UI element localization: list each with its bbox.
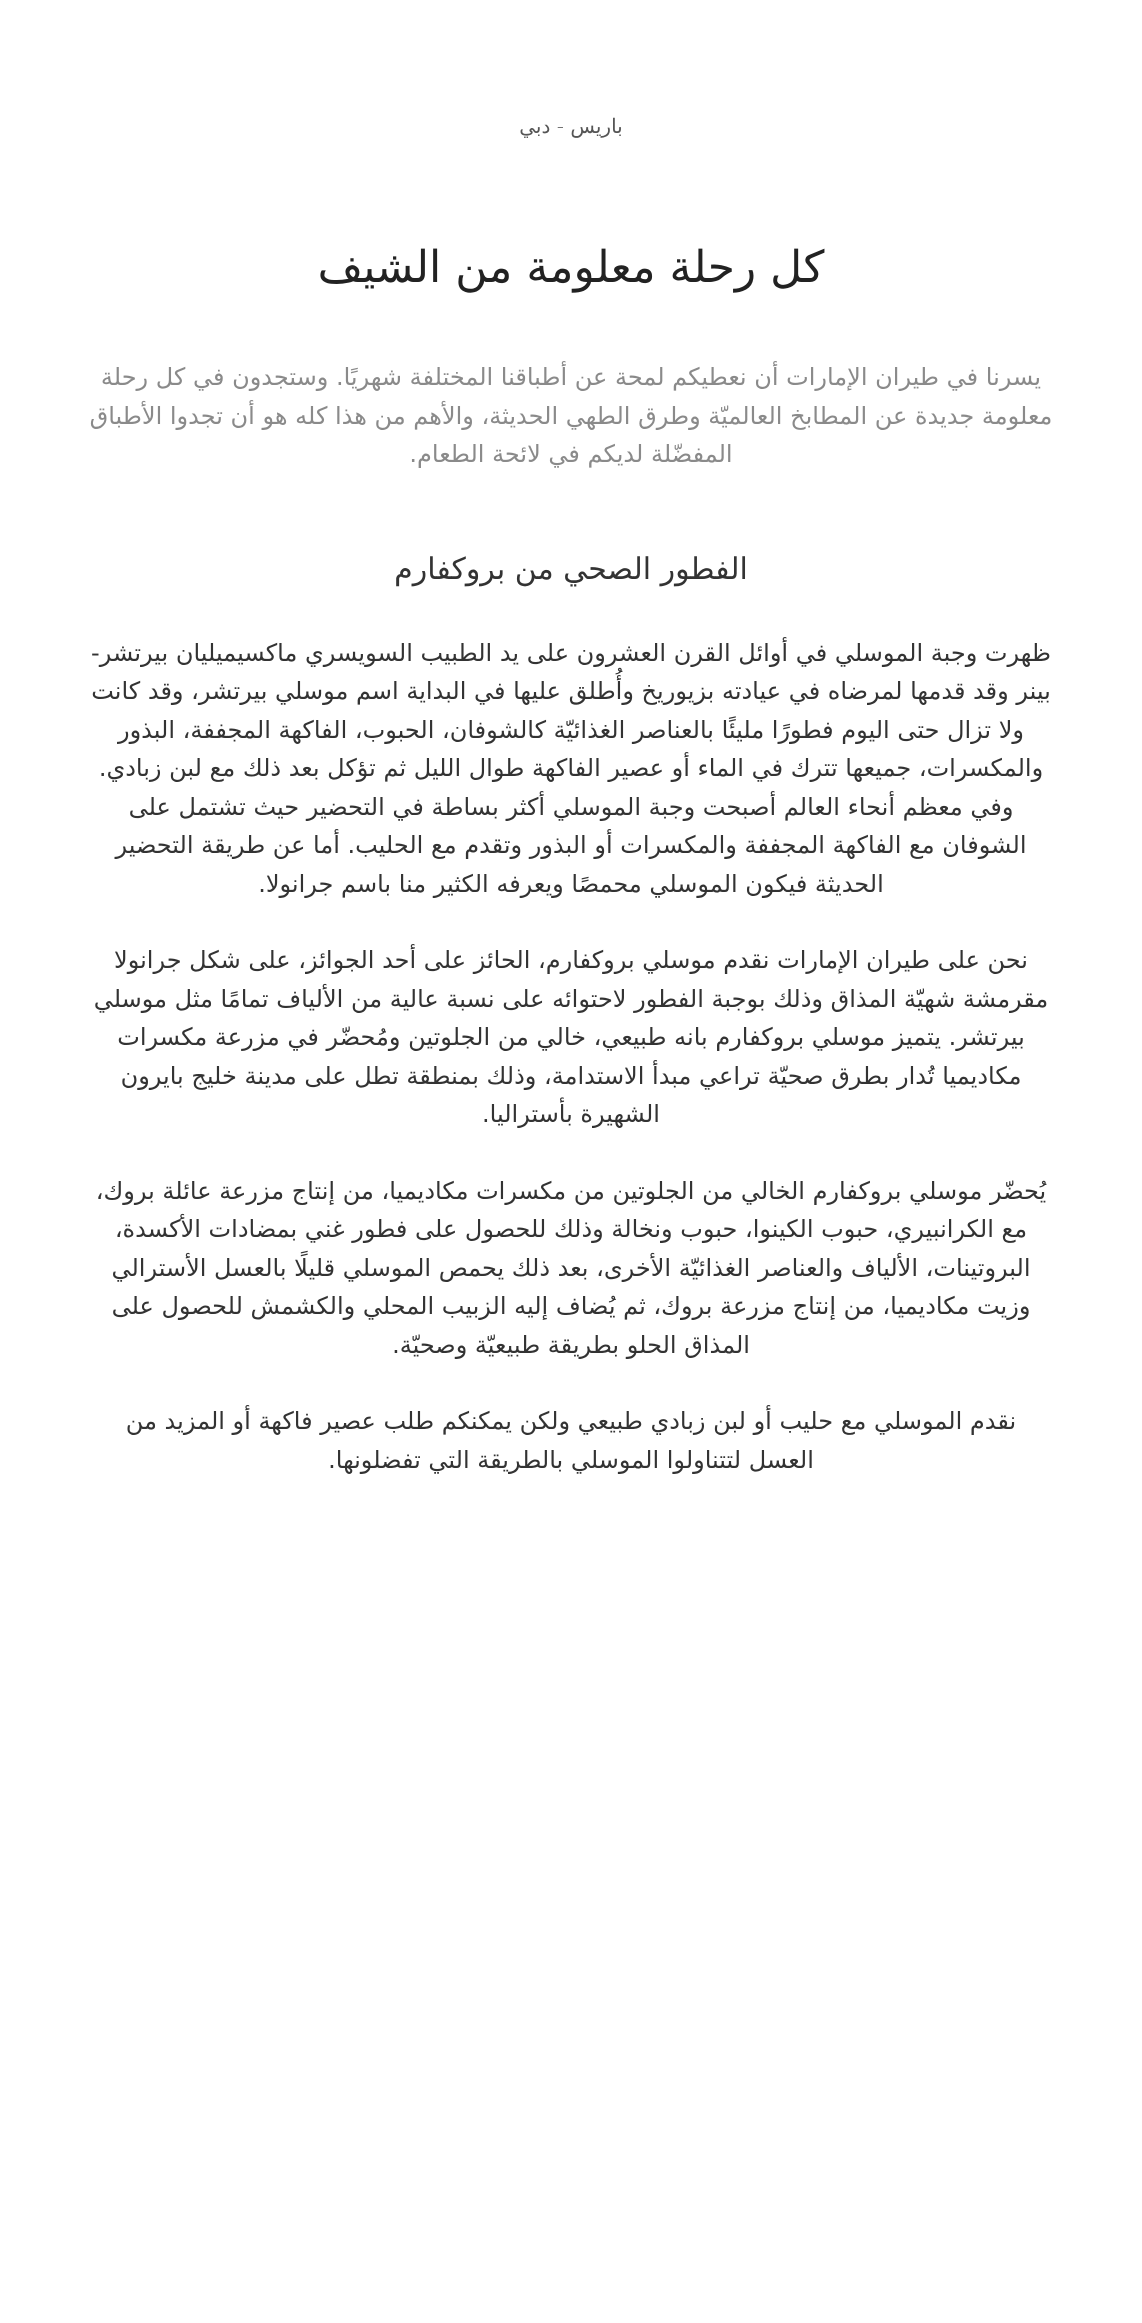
body-paragraph-ingredients: يُحضّر موسلي بروكفارم الخالي من الجلوتين من مكسرات مكاديميا، من إنتاج مزرعة عائلة بروك، مع الكرانبيري، حبوب الكينوا، حبوب ونخالة وذلك للحصول على فطور غني بمضادات الأكسدة، البروتينات، الألياف والعناصر الغذائيّة الأخرى، بعد ذلك يحمص الموسلي قليلًا بالعسل الأسترالي وزيت مكاديميا، من إنتاج مزرعة بروك، ثم يُضاف إليه الزبيب المحلي والكشمش للحصول على المذاق الحلو بطريقة طبيعيّة وصحيّة. <box>95 1176 1047 1359</box>
page-title: كل رحلة معلومة من الشيف <box>317 242 825 293</box>
flight-route: باريس - دبي <box>519 114 623 138</box>
intro-paragraph: يسرنا في طيران الإمارات أن نعطيكم لمحة عن أطباقنا المختلفة شهريًا. وستجدون في كل رحلة معلومة جديدة عن المطابخ العالميّة وطرق الطهي الحديثة، والأهم من هذا كله هو أن تجدوا الأطباق المفضّلة لديكم في لائحة الطعام. <box>89 363 1053 468</box>
section-title: الفطور الصحي من بروكفارم <box>394 551 748 587</box>
body-paragraph-serving: نقدم الموسلي مع حليب أو لبن زبادي طبيعي ولكن يمكنكم طلب عصير فاكهة أو المزيد من العسل لتتناولوا الموسلي بالطريقة التي تفضلونها. <box>125 1407 1017 1474</box>
body-paragraph-history: ظهرت وجبة الموسلي في أوائل القرن العشرون على يد الطبيب السويسري ماكسيميليان بيرتشر-بينر وقد قدمها لمرضاه في عيادته بزيوريخ وأُطلق عليها في البداية اسم موسلي بيرتشر، وقد كانت ولا تزال حتى اليوم فطورًا مليئًا بالعناصر الغذائيّة كالشوفان، الحبوب، الفاكهة المجففة، البذور والمكسرات، جميعها تترك في الماء أو عصير الفاكهة طوال الليل ثم تؤكل بعد ذلك مع لبن زبادي. وفي معظم أنحاء العالم أصبحت وجبة الموسلي أكثر بساطة في التحضير حيث تشتمل على الشوفان مع الفاكهة المجففة والمكسرات أو البذور وتقدم مع الحليب. أما عن طريقة التحضير الحديثة فيكون الموسلي محمصًا ويعرفه الكثير منا باسم جرانولا. <box>91 638 1051 898</box>
body-paragraph-brookfarm: نحن على طيران الإمارات نقدم موسلي بروكفارم، الحائز على أحد الجوائز، على شكل جرانولا مقرمشة شهيّة المذاق وذلك بوجبة الفطور لاحتوائه على نسبة عالية من الألياف تمامًا مثل موسلي بيرتشر. يتميز موسلي بروكفارم بانه طبيعي، خالي من الجلوتين ومُحضّر في مزرعة مكسرات مكاديميا تُدار بطرق صحيّة تراعي مبدأ الاستدامة، وذلك بمنطقة تطل على مدينة خليج بايرون الشهيرة بأستراليا. <box>93 946 1049 1128</box>
